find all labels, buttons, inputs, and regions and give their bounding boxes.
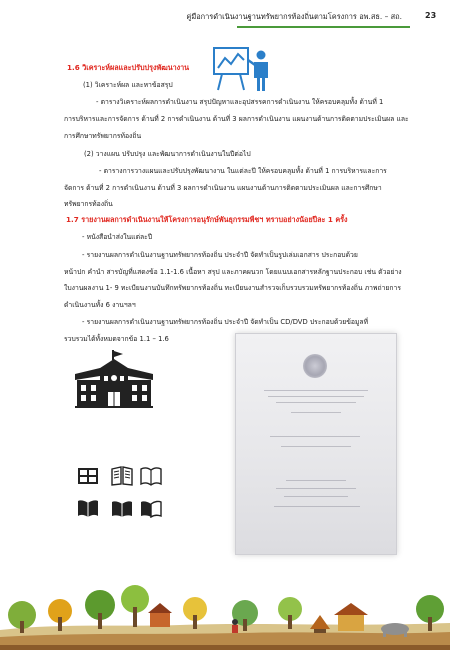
book-open-icon [140, 466, 162, 486]
paragraph-line: การบริหารและการจัดการ ด้านที่ 2 การดำเนินงาน ด้านที่ 3 ผลการดำเนินงาน แผนงานด้านการติดตามประเมินผล และ [64, 115, 409, 123]
paragraph-line: ดำเนินงานทั้ง 6 งานฯลฯ [64, 301, 136, 309]
bullet-item: - รายงานผลการดำเนินงานฐานทรัพยากรท้องถิ่น ประจำปี จัดทำเป็นรูปเล่มเอกสาร ประกอบด้วย [82, 251, 358, 259]
school-building-icon [75, 350, 153, 408]
report-cover-photo [235, 333, 397, 555]
footer-landscape-illustration [0, 585, 450, 650]
bullet-item: - หนังสือนำส่งในแต่ละปี [82, 233, 153, 241]
paragraph-line: - ตารางการวางแผนและปรับปรุงพัฒนางาน ในแต่ละปี ให้ครอบคลุมทั้ง ด้านที่ 1 การบริหารและการ [99, 167, 387, 175]
paragraph-line: จัดการ ด้านที่ 2 การดำเนินงาน ด้านที่ 3 ผลการดำเนินงาน แผนงานด้านการติดตามประเมินผล และการศึกษา [64, 184, 382, 192]
section-1-7-heading: 1.7 รายงานผลการดำเนินงานให้โครงการอนุรักษ์พันธุกรรมพืชฯ ทราบอย่างน้อยปีละ 1 ครั้ง [66, 215, 348, 224]
book-grid-icon [77, 466, 99, 486]
book-lines-icon [111, 466, 133, 486]
paragraph-line: ใบงานผลงาน 1- 9 ทะเบียนงานบันทึกทรัพยากรท้องถิ่น ทะเบียนงานสำรวจเก็บรวบรวมทรัพยากรท้องถิ่น ภาพถ่ายการ [64, 284, 401, 292]
book-open-dark-icon [111, 498, 133, 518]
sub-item-1: (1) วิเคราะห์ผล และหาข้อสรุป [83, 81, 173, 89]
header-underline [237, 26, 410, 28]
page-number: 23 [425, 11, 437, 20]
trainer-presentation-icon [212, 46, 274, 92]
paragraph-line: หน้าปก คำนำ สารบัญที่แสดงข้อ 1.1-1.6 เนื้อหา สรุป และภาคผนวก โดยแนบเอกสารหลักฐานประกอบ เช่น ตัวอย่าง [64, 268, 402, 276]
book-reading-icon [140, 498, 162, 518]
section-1-6-heading: 1.6 วิเคราะห์ผลและปรับปรุงพัฒนางาน [67, 63, 190, 72]
sub-item-2: (2) วางแผน ปรับปรุง และพัฒนาการดำเนินงานในปีต่อไป [84, 150, 251, 158]
paragraph-line: รวบรวมได้ทั้งหมดจากข้อ 1.1 – 1.6 [64, 335, 169, 343]
paragraph-line: ทรัพยากรท้องถิ่น [64, 200, 113, 208]
paragraph-line: - ตารางวิเคราะห์ผลการดำเนินงาน สรุปปัญหาและอุปสรรคการดำเนินงาน ให้ครอบคลุมทั้ง ด้านที่ 1 [96, 98, 384, 106]
page-header [0, 0, 450, 30]
seal-emblem [303, 354, 327, 378]
bullet-item: - รายงานผลการดำเนินงานฐานทรัพยากรท้องถิ่น ประจำปี จัดทำเป็น CD/DVD ประกอบด้วยข้อมูลที่ [82, 318, 369, 326]
book-stack-icon [77, 498, 99, 518]
header-title: คู่มือการดำเนินงานฐานทรัพยากรท้องถิ่นตามโครงการ อพ.สธ. – สถ. [186, 12, 402, 21]
paragraph-line: การศึกษาทรัพยากรท้องถิ่น [64, 132, 142, 140]
